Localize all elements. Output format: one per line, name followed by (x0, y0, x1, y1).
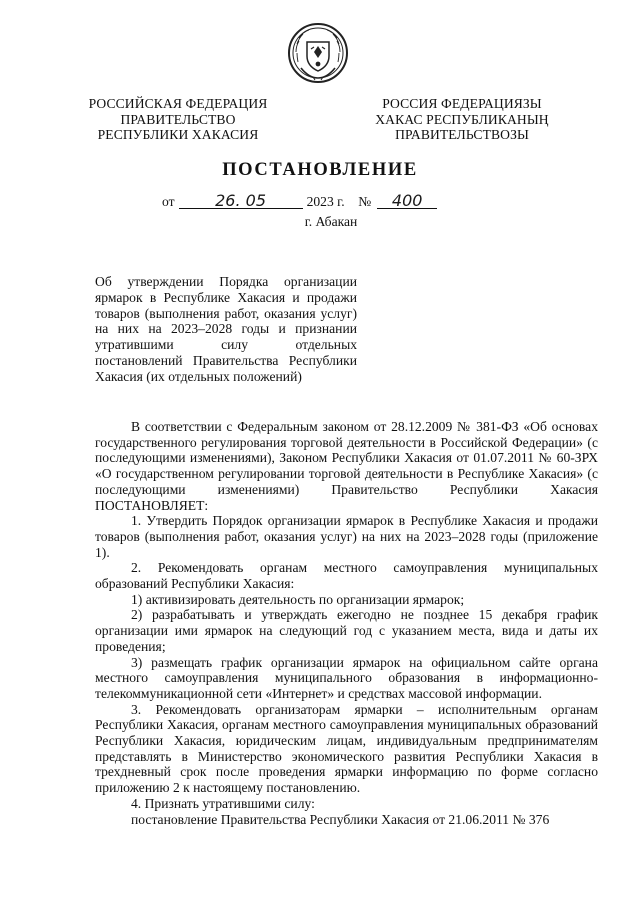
body-paragraph: постановление Правительства Республики Хакасия от 21.06.2011 № 376 (131, 811, 550, 827)
date-prefix: от (162, 194, 175, 209)
handwritten-date: 26. 05 (179, 194, 303, 209)
document-subject: Об утверждении Порядка организации ярмарок в Республике Хакасия и продажи товаров (выполнения работ, оказания услуг) на них на 2023–2028 годы и признании утратившими силу отдельных постановлений Правительства Республики Хакасия (их отдельных положений) (95, 274, 357, 384)
body-paragraph: 1) активизировать деятельность по организации ярмарок; (131, 591, 465, 607)
document-title: ПОСТАНОВЛЕНИЕ (222, 160, 418, 180)
year-text: 2023 г. (306, 194, 345, 209)
header-left-block (73, 96, 283, 143)
document-body (95, 419, 598, 827)
body-paragraph: 4. Признать утратившими силу: (131, 795, 315, 811)
body-paragraph: 2) разрабатывать и утверждать ежегодно не позднее 15 декабря график организации ими ярмарок на следующий год с указанием места, вида и даты их проведения; (95, 607, 598, 654)
header-left-line: РЕСПУБЛИКИ ХАКАСИЯ (97, 127, 259, 142)
coat-of-arms-emblem (287, 22, 349, 84)
body-paragraph: 3. Рекомендовать организаторам ярмарки – исполнительным органам Республики Хакасия, органам местного самоуправления муниципальных образований Республики Хакасия, юридическим лицам, индивидуальным предпринимателям представлять в Министерство экономического развития Республики Хакасия в трехдневный срок после проведения ярмарки информацию по форме согласно приложению 2 к настоящему постановлению. (95, 701, 598, 796)
number-sign: № (358, 194, 372, 209)
city-name: г. Абакан (304, 214, 358, 229)
body-paragraph: 3) размещать график организации ярмарок на официальном сайте органа местного самоуправления муниципального образования в информационно-телекоммуникационной сети «Интернет» и средствах массовой информации. (95, 654, 598, 701)
handwritten-number: 400 (377, 194, 437, 209)
body-paragraph: В соответствии с Федеральным законом от 28.12.2009 № 381-ФЗ «Об основах государственного регулирования торговой деятельности в Российской Федерации» (с последующими изменениями), Законом Республики Хакасия от 01.07.2011 № 60-ЗРХ «О государственном регулировании торговой деятельности в Республике Хакасия» (с последующими изменениями) Правительство Республики Хакасия ПОСТАНОВЛЯЕТ: (95, 419, 598, 513)
body-paragraph: 1. Утвердить Порядок организации ярмарок в Республике Хакасия и продажи товаров (выполнения работ, оказания услуг) на них на 2023–2028 годы (приложение 1). (95, 513, 598, 560)
body-paragraph: 2. Рекомендовать органам местного самоуправления муниципальных образований Республики Хакасия: (95, 560, 598, 592)
header-right-line: ПРАВИТЕЛЬСТВОЗЫ (395, 127, 529, 142)
date-number-line (162, 191, 437, 210)
header-right-block (357, 96, 567, 143)
header-left-line: РОССИЙСКАЯ ФЕДЕРАЦИЯ (88, 96, 268, 111)
header-right-line: РОССИЯ ФЕДЕРАЦИЯЗЫ (382, 96, 542, 111)
header-left-line: ПРАВИТЕЛЬСТВО (120, 111, 236, 127)
header-right-line: ХАКАС РЕСПУБЛИКАНЫҢ (375, 111, 549, 127)
